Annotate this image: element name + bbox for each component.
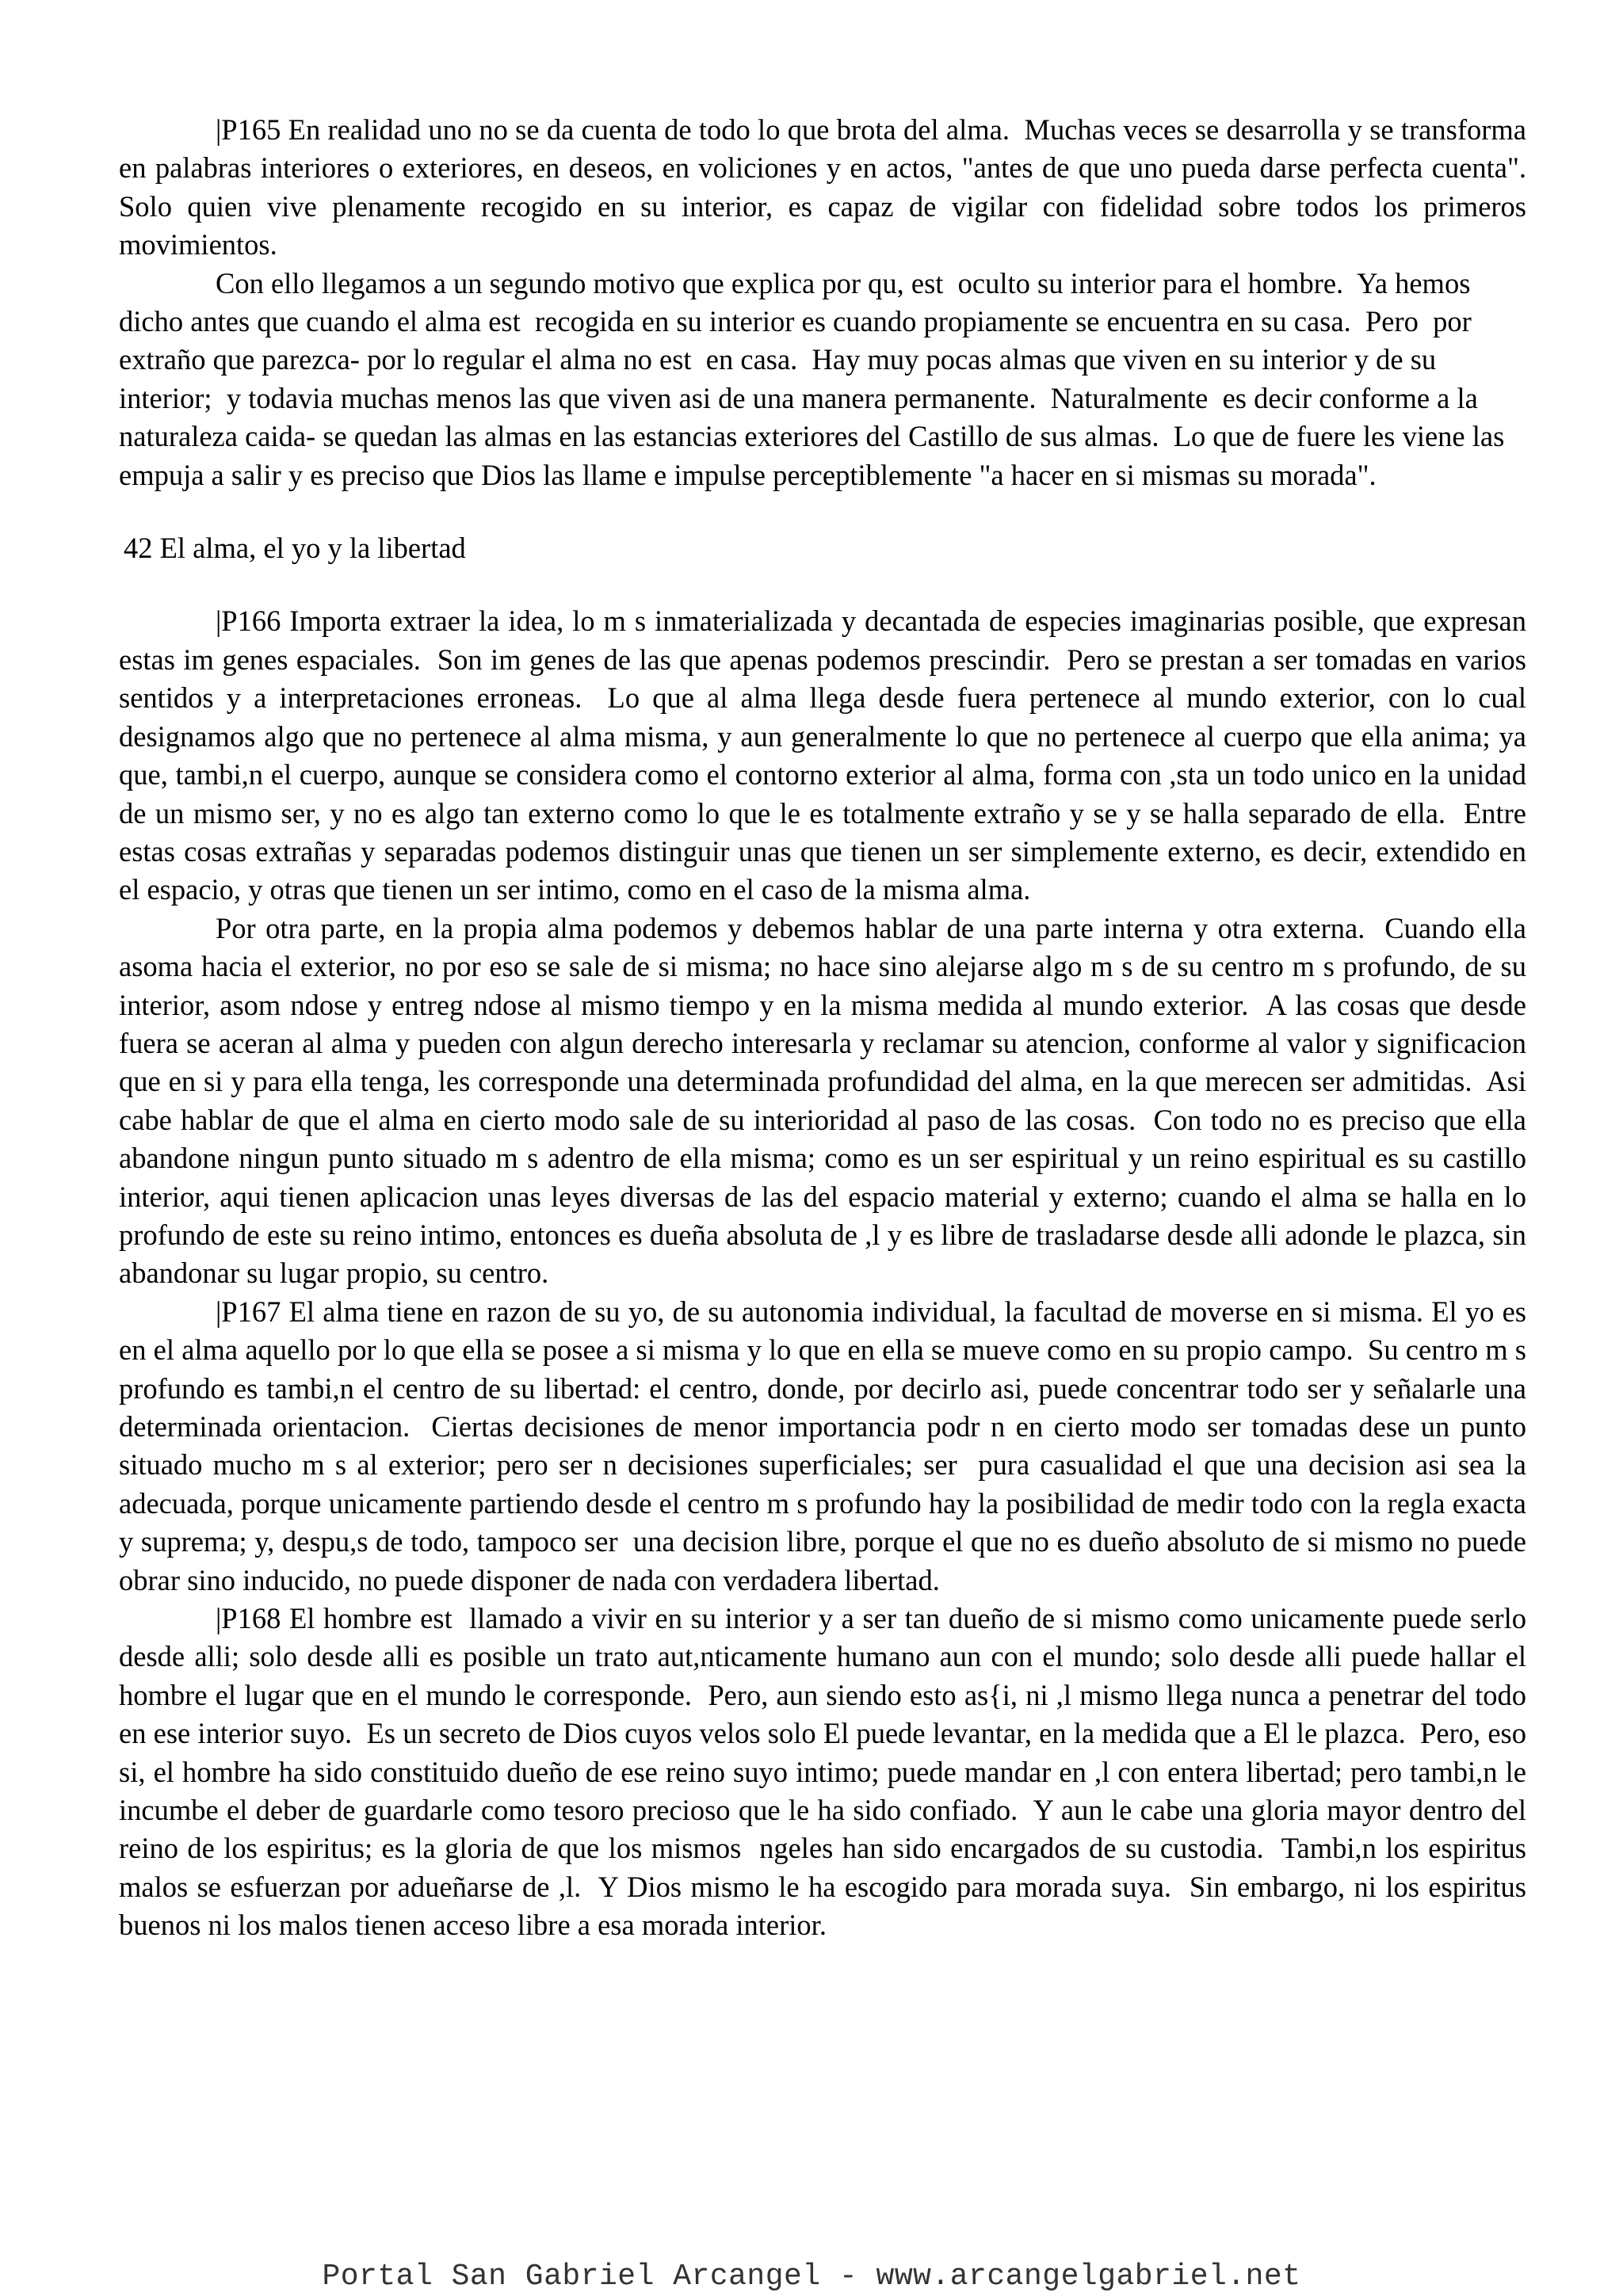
paragraph-p167: |P167 El alma tiene en razon de su yo, de su autonomia individual, la facultad de moverse en si misma. El yo es en el alma aquello por lo que ella se posee a si misma y lo que en ella se mueve como en su propio campo. Su centro m s profundo es tambi,n el centro de su libertad: el centro, donde, por decirlo asi, puede concentrar todo ser y señalarle una determinada orientacion. Ciertas decisiones de menor importancia podr n en cierto modo ser tomadas dese un punto situado mucho m s al exterior; pero ser n decisiones superficiales; ser pura casualidad el que una decision asi sea la adecuada, porque unicamente partiendo desde el centro m s profundo hay la posibilidad de medir todo con la regla exacta y suprema; y, despu,s de todo, tampoco ser una decision libre, porque el que no es dueño absoluto de si mismo no puede obrar sino inducido, no puede disponer de nada con verdadera libertad. xyxy=(119,1295,1534,1596)
paragraph-p168: |P168 El hombre est llamado a vivir en su interior y a ser tan dueño de si mismo como unicamente puede serlo desde alli; solo desde alli es posible un trato aut,nticamente humano aun con el mundo; solo desde alli puede hallar el hombre el lugar que en el mundo le corresponde. Pero, aun siendo esto as{i, ni ,l mismo llega nunca a penetrar del todo en ese interior suyo. Es un secreto de Dios cuyos velos solo El puede levantar, en la medida que a El le plazca. Pero, eso si, el hombre ha sido constituido dueño de ese reino suyo intimo; puede mandar en ,l con entera libertad; pero tambi,n le incumbe el deber de guardarle como tesoro precioso que le ha sido confiado. Y aun le cabe una gloria mayor dentro del reino de los espiritus; es la gloria de que los mismos ngeles han sido encargados de su custodia. Tambi,n los espiritus malos se esfuerzan por adueñarse de ,l. Y Dios mismo le ha escogido para morada suya. Sin embargo, ni los espiritus buenos ni los malos tienen acceso libre a esa morada interior. xyxy=(119,1602,1534,1942)
paragraph-interior-motive: Con ello llegamos a un segundo motivo que explica por qu, est oculto su interior para el hombre. Ya hemos dicho antes que cuando el alma est recogida en su interior es cuando propiamente se encuentra en su casa. Pero por extraño que parezca- por lo regular el alma no est en casa. Hay muy pocas almas que viven en su interior y de su interior; y todavia muchas menos las que viven asi de una manera permanente. Naturalmente es decir conforme a la naturaleza caida- se quedan las almas en las estancias exteriores del Castillo de sus almas. Lo que de fuere les viene las empuja a salir y es preciso que Dios las llame e impulse perceptiblemente "a hacer en si mismas su morada". xyxy=(119,266,1512,491)
paragraph-inner-outer: Por otra parte, en la propia alma podemos y debemos hablar de una parte interna y otra externa. Cuando ella asoma hacia el exterior, no por eso se sale de si misma; no hace sino alejarse algo m s de su centro m s profundo, de su interior, asom ndose y entreg ndose al mismo tiempo y en la misma medida al mundo exterior. A las cosas que desde fuera se aceran al alma y pueden con algun derecho interesarla y reclamar su atencion, conforme al valor y significacion que en si y para ella tenga, les corresponde una determinada profundidad del alma, en la que merecen ser admitidas. Asi cabe hablar de que el alma en cierto modo sale de su interioridad al paso de las cosas. Con todo no es preciso que ella abandone ningun punto situado m s adentro de ella misma; como es un ser espiritual y un reino espiritual es su castillo interior, aqui tienen aplicacion unas leyes diversas de las del espacio material y externo; cuando el alma se halla en lo profundo de este su reino intimo, entonces es dueña absoluta de ,l y es libre de trasladarse desde alli adonde le plazca, sin abandonar su lugar propio, su centro. xyxy=(119,911,1534,1290)
paragraph-p166: |P166 Importa extraer la idea, lo m s inmaterializada y decantada de especies imaginarias posible, que expresan estas im genes espaciales. Son im genes de las que apenas podemos prescindir. Pero se prestan a ser tomadas en varios sentidos y a interpretaciones erroneas. Lo que al alma llega desde fuera pertenece al mundo exterior, con lo cual designamos algo que no pertenece al alma misma, y aun generalmente lo que no pertenece al cuerpo que ella anima; ya que, tambi,n el cuerpo, aunque se considera como el contorno exterior al alma, forma con ,sta un todo unico en la unidad de un mismo ser, y no es algo tan externo como lo que le es totalmente extraño y se y se halla separado de ella. Entre estas cosas extrañas y separadas podemos distinguir unas que tienen un ser simplemente externo, es decir, extendido en el espacio, y otras que tienen un ser intimo, como en el caso de la misma alma. xyxy=(119,605,1534,906)
section-heading: 42 El alma, el yo y la libertad xyxy=(124,532,466,565)
page-footer: Portal San Gabriel Arcangel - www.arcangelgabriel.net xyxy=(322,2260,1301,2294)
document-page xyxy=(119,111,1541,1945)
paragraph-p165: |P165 En realidad uno no se da cuenta de todo lo que brota del alma. Muchas veces se desarrolla y se transforma en palabras interiores o exteriores, en deseos, en voliciones y en actos, "antes de que uno pueda darse perfecta cuenta". Solo quien vive plenamente recogido en su interior, es capaz de vigilar con fidelidad sobre todos los primeros movimientos. xyxy=(119,113,1541,261)
